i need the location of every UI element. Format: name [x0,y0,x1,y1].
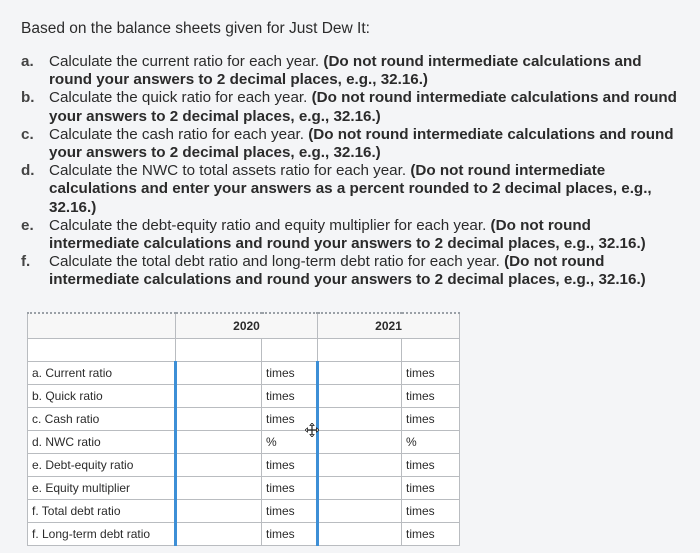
item-instruction: (Do not round intermediate calculations and round your answers to 2 decimal places, e.g., 32.16.) [49,216,646,253]
unit-label-2021: times [402,361,460,384]
answer-cell-2020[interactable] [176,407,262,430]
item-plain-text: Calculate the quick ratio for each year. [49,89,308,107]
answer-input-2021[interactable] [323,523,401,545]
item-plain-text: Calculate the current ratio for each year. [49,53,320,70]
table-row [28,453,460,476]
answer-cell-2020[interactable] [176,476,262,499]
unit-label-2020: times [262,361,318,384]
answer-input-2021[interactable] [323,385,401,407]
answer-cell-2020[interactable] [176,430,262,453]
unit-label-2021: % [402,430,460,453]
unit-label-2020: times [262,522,318,545]
answer-cell-2020[interactable] [176,384,262,407]
unit-label-2021: times [402,499,460,522]
table-row [28,476,460,499]
answer-input-2020[interactable] [181,523,261,545]
answer-input-2020[interactable] [181,454,261,476]
year-header-2021: 2021 [318,313,460,339]
question-item [21,253,681,289]
question-intro: Based on the balance sheets given for Just Dew It: [21,20,370,37]
table-row [28,430,460,453]
item-letter: c. [21,125,34,143]
answer-input-2021[interactable] [323,362,401,384]
year-header-2020: 2020 [176,313,318,339]
spacer-row [28,339,460,362]
table-row [28,384,460,407]
question-item [21,53,681,89]
answer-table-body [28,361,460,545]
spacer-cell [176,339,262,362]
answer-input-2021[interactable] [323,431,401,453]
answer-input-2020[interactable] [181,408,261,430]
row-label: f. Long-term debt ratio [28,522,176,545]
spacer-cell [28,339,176,362]
answer-input-2021[interactable] [323,477,401,499]
item-text [49,162,681,217]
unit-label-2020: times [262,499,318,522]
unit-label-2021: times [402,407,460,430]
answer-cell-2021[interactable] [318,453,402,476]
answer-input-2020[interactable] [181,362,261,384]
answer-cell-2020[interactable] [176,499,262,522]
header-blank [28,313,176,339]
question-item [21,217,681,253]
item-text [49,89,681,125]
row-label: d. NWC ratio [28,430,176,453]
table-row [28,407,460,430]
answer-cell-2021[interactable] [318,499,402,522]
unit-label-2020: times [262,453,318,476]
answer-grid [27,312,459,541]
answer-input-2021[interactable] [323,500,401,522]
row-label: a. Current ratio [28,361,176,384]
answer-input-2020[interactable] [181,385,261,407]
unit-label-2021: times [402,384,460,407]
answer-cell-2021[interactable] [318,361,402,384]
row-label: e. Equity multiplier [28,476,176,499]
item-letter: f. [21,253,31,271]
answer-input-2021[interactable] [323,454,401,476]
answer-table [27,312,460,546]
item-instruction: (Do not round intermediate calculations and round your answers to 2 decimal places, e.g., 32.16.) [49,53,642,89]
unit-label-2020: times [262,476,318,499]
answer-input-2020[interactable] [181,500,261,522]
table-row [28,522,460,545]
answer-cell-2021[interactable] [318,522,402,545]
header-row [28,313,460,339]
item-letter: e. [21,216,34,234]
answer-cell-2020[interactable] [176,522,262,545]
item-plain-text: Calculate the debt-equity ratio and equity multiplier for each year. [49,216,487,234]
answer-cell-2020[interactable] [176,361,262,384]
unit-label-2021: times [402,522,460,545]
row-label: f. Total debt ratio [28,499,176,522]
answer-cell-2021[interactable] [318,476,402,499]
row-label: b. Quick ratio [28,384,176,407]
answer-cell-2020[interactable] [176,453,262,476]
unit-label-2020: times [262,384,318,407]
item-letter: d. [21,162,35,180]
item-plain-text: Calculate the total debt ratio and long-term debt ratio for each year. [49,253,500,271]
item-text [49,217,681,253]
table-row [28,499,460,522]
question-items [21,53,681,290]
answer-input-2020[interactable] [181,477,261,499]
unit-label-2020: % [262,430,318,453]
table-row [28,361,460,384]
item-instruction: (Do not round intermediate calculations and round your answers to 2 decimal places, e.g., 32.16.) [49,125,674,162]
question-item [21,162,681,217]
answer-cell-2021[interactable] [318,430,402,453]
unit-label-2021: times [402,476,460,499]
spacer-cell [262,339,318,362]
answer-input-2020[interactable] [181,431,261,453]
item-instruction: (Do not round intermediate calculations and enter your answers as a percent rounded to 2 decimal places, e.g., 32.16.) [49,162,652,216]
item-plain-text: Calculate the cash ratio for each year. [49,125,304,143]
answer-cell-2021[interactable] [318,407,402,430]
item-letter: b. [21,89,35,107]
item-instruction: (Do not round intermediate calculations and round your answers to 2 decimal places, e.g., 32.16.) [49,89,677,125]
unit-label-2021: times [402,453,460,476]
move-cursor-icon [305,423,319,437]
spacer-cell [402,339,460,362]
item-plain-text: Calculate the NWC to total assets ratio for each year. [49,162,407,180]
unit-label-2020: times [262,407,318,430]
item-text [49,126,681,162]
answer-cell-2021[interactable] [318,384,402,407]
question-item [21,126,681,162]
item-instruction: (Do not round intermediate calculations and round your answers to 2 decimal places, e.g., 32.16.) [49,253,646,289]
item-letter: a. [21,53,34,70]
spacer-cell [318,339,402,362]
answer-input-2021[interactable] [323,408,401,430]
item-text [49,53,681,89]
row-label: e. Debt-equity ratio [28,453,176,476]
item-text [49,253,681,289]
question-item [21,89,681,125]
row-label: c. Cash ratio [28,407,176,430]
